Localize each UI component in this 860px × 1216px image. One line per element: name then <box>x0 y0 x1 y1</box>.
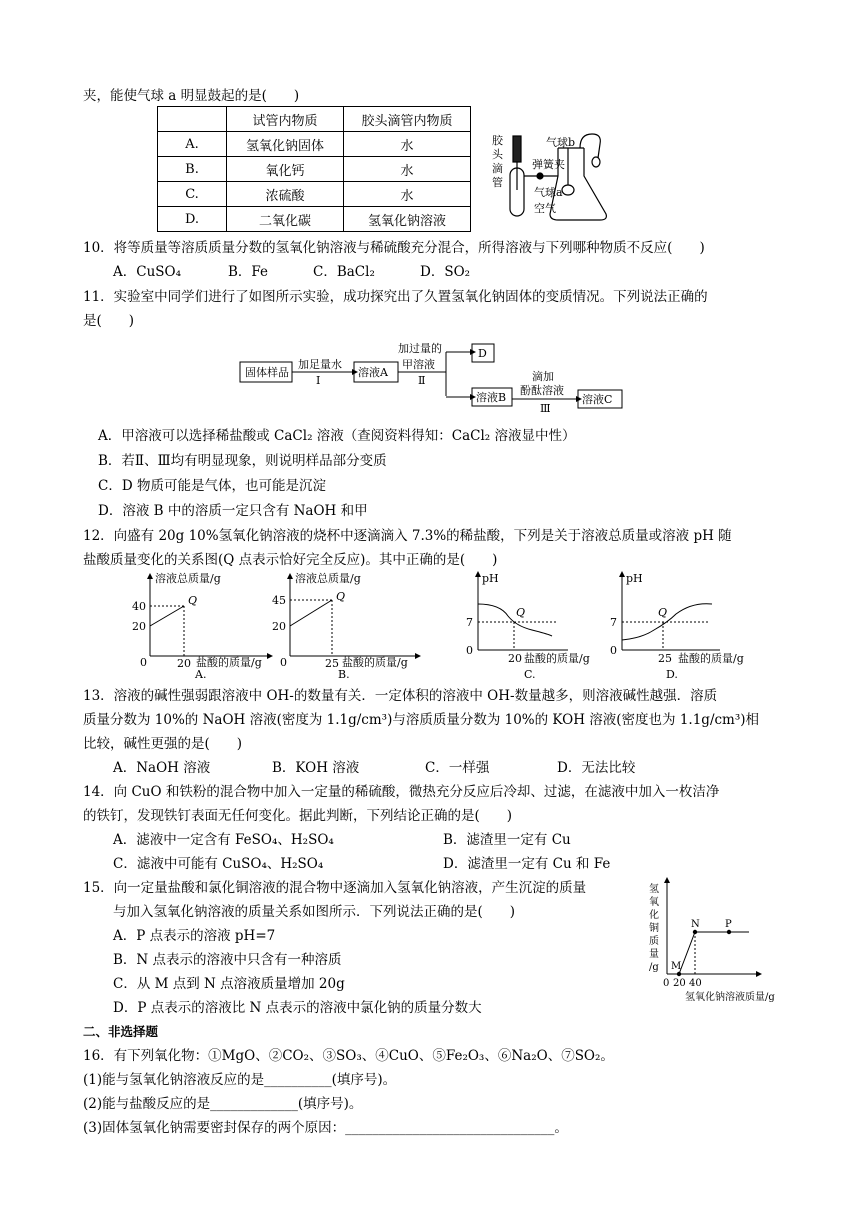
flow-step1-label: 加足量水 <box>298 358 342 371</box>
q16-part3: (3)固体氢氧化钠需要密封保存的两个原因：_______________________________。 <box>83 1120 568 1136</box>
q12-chart-b <box>272 571 418 681</box>
table-row: 试管内物质 胶头滴管内物质 <box>158 107 471 132</box>
svg-text:pH: pH <box>626 572 643 585</box>
svg-text:40: 40 <box>132 600 146 613</box>
q12-stem-line2: 盐酸质量变化的关系图(Q 点表示恰好完全反应)。其中正确的是( ) <box>83 552 498 568</box>
svg-text:溶液总质量/g: 溶液总质量/g <box>155 572 221 585</box>
q15-option-d: D．P 点表示的溶液比 N 点表示的溶液中氯化钠的质量分数大 <box>113 1000 482 1016</box>
q16-part2: (2)能与盐酸反应的是_____________(填序号)。 <box>83 1096 363 1112</box>
svg-text:C.: C. <box>524 668 536 681</box>
q14-option-d: D．滤渣里一定有 Cu 和 Fe <box>443 856 611 872</box>
flow-step3-label1: 滴加 <box>532 370 554 383</box>
flow-solution-b: 溶液B <box>476 391 507 404</box>
svg-text:盐酸的质量/g: 盐酸的质量/g <box>342 656 408 669</box>
flow-step1-num: Ⅰ <box>316 374 321 387</box>
svg-text:盐酸的质量/g: 盐酸的质量/g <box>678 652 744 665</box>
svg-text:0: 0 <box>140 656 147 669</box>
q13-option-a: A．NaOH 溶液 <box>113 760 211 776</box>
figure-label: 胶 <box>492 134 503 147</box>
figure-label: 弹簧夹 <box>532 158 565 171</box>
flow-step3-num: Ⅲ <box>540 402 551 415</box>
svg-text:氧: 氧 <box>649 897 659 908</box>
svg-text:质: 质 <box>649 936 659 947</box>
svg-text:量: 量 <box>649 949 659 960</box>
svg-text:20: 20 <box>177 657 191 670</box>
table-row: A. 氢氧化钠固体 水 <box>158 132 471 157</box>
q11-option-a: A．甲溶液可以选择稀盐酸或 CaCl₂ 溶液（查阅资料得知：CaCl₂ 溶液显中性） <box>98 428 576 444</box>
q10-option-c: C．BaCl₂ <box>313 264 375 280</box>
q12-chart-d <box>610 572 744 681</box>
svg-text:Q: Q <box>516 606 526 619</box>
flow-sample: 固体样品 <box>245 366 289 379</box>
q10-option-b: B．Fe <box>228 264 269 280</box>
q12-chart-c <box>466 572 590 681</box>
figure-label: 滴 <box>492 162 503 175</box>
q12-chart-a <box>132 571 270 681</box>
q16-part1: (1)能与氢氧化钠溶液反应的是__________(填序号)。 <box>83 1072 397 1088</box>
q13-line2: 质量分数为 10%的 NaOH 溶液(密度为 1.1g/cm³)与溶质质量分数为 10%的 KOH 溶液(密度也为 1.1g/cm³)相 <box>83 712 760 728</box>
svg-text:M: M <box>671 961 682 972</box>
svg-text:化: 化 <box>649 910 659 921</box>
q9-table <box>157 106 471 232</box>
svg-text:25: 25 <box>325 657 339 670</box>
svg-text:Q: Q <box>336 590 346 603</box>
q10-option-d: D．SO₂ <box>420 264 471 280</box>
svg-text:20: 20 <box>508 652 522 665</box>
q11-flow-diagram <box>236 340 636 416</box>
svg-text:/g: /g <box>649 962 659 973</box>
flow-step2-label1: 加过量的 <box>398 342 442 355</box>
svg-text:A.: A. <box>195 668 207 681</box>
svg-text:0: 0 <box>466 644 473 657</box>
q14-option-a: A．滤液中一定含有 FeSO₄、H₂SO₄ <box>113 832 334 848</box>
svg-text:铜: 铜 <box>649 923 659 934</box>
svg-text:N: N <box>691 919 700 930</box>
svg-text:氢氧化钠溶液质量/g: 氢氧化钠溶液质量/g <box>685 992 775 1003</box>
q11-stem-line2: 是( ) <box>83 313 135 329</box>
q11-option-d: D．溶液 B 中的溶质一定只含有 NaOH 和甲 <box>98 503 368 519</box>
flow-step2-num: Ⅱ <box>418 374 426 387</box>
q15-chart <box>645 876 785 1006</box>
flow-solution-a: 溶液A <box>358 366 388 379</box>
q10-stem: 10．将等质量等溶质质量分数的氢氧化钠溶液与稀硫酸充分混合，所得溶液与下列哪种物质不反应( ) <box>83 240 705 256</box>
figure-label: 气球b <box>546 136 576 149</box>
flow-solution-c: 溶液C <box>582 393 613 406</box>
table-row: B. 氧化钙 水 <box>158 157 471 182</box>
svg-text:Q: Q <box>188 594 198 607</box>
figure-label: 头 <box>492 148 503 161</box>
svg-text:45: 45 <box>272 594 286 607</box>
flow-d: D <box>478 347 487 360</box>
svg-text:D.: D. <box>666 668 678 681</box>
q11-option-c: C．D 物质可能是气体，也可能是沉淀 <box>98 478 326 494</box>
svg-text:P: P <box>725 919 732 930</box>
section-heading: 二、非选择题 <box>83 1024 159 1039</box>
svg-text:20: 20 <box>673 978 686 989</box>
q14-option-b: B．滤渣里一定有 Cu <box>443 832 571 848</box>
svg-text:0: 0 <box>610 644 617 657</box>
q14-option-c: C．滤液中可能有 CuSO₄、H₂SO₄ <box>113 856 324 872</box>
q15-line1: 15．向一定量盐酸和氯化铜溶液的混合物中逐滴加入氢氧化钠溶液，产生沉淀的质量 <box>83 880 587 896</box>
table-row: D. 二氧化碳 氢氧化钠溶液 <box>158 207 471 232</box>
flow-step3-label2: 酚酞溶液 <box>520 384 564 397</box>
q15-option-b: B．N 点表示的溶液中只含有一种溶质 <box>113 952 342 968</box>
svg-text:7: 7 <box>610 616 617 629</box>
q13-line3: 比较，碱性更强的是( ) <box>83 736 243 752</box>
q12-stem-line1: 12．向盛有 20g 10%氢氧化钠溶液的烧杯中逐滴滴入 7.3%的稀盐酸，下列是关于溶液总质量或溶液 pH 随 <box>83 528 732 544</box>
q9-stem-end: 夹，能使气球 a 明显鼓起的是( ) <box>83 88 300 104</box>
q13-option-b: B．KOH 溶液 <box>272 760 360 776</box>
q11-option-b: B．若Ⅱ、Ⅲ均有明显现象，则说明样品部分变质 <box>98 453 387 469</box>
figure-label: 管 <box>492 176 503 189</box>
q10-option-a: A．CuSO₄ <box>113 264 182 280</box>
q13-option-c: C．一样强 <box>425 760 490 776</box>
svg-text:Q: Q <box>658 606 668 619</box>
svg-text:20: 20 <box>272 620 286 633</box>
q16-stem: 16．有下列氧化物：①MgO、②CO₂、③SO₃、④CuO、⑤Fe₂O₃、⑥Na₂O、⑦SO₂。 <box>83 1048 614 1064</box>
q14-line1: 14．向 CuO 和铁粉的混合物中加入一定量的稀硫酸，微热充分反应后冷却、过滤，在滤液中加入一枚洁净 <box>83 784 720 800</box>
svg-text:溶液总质量/g: 溶液总质量/g <box>295 572 361 585</box>
svg-text:7: 7 <box>466 616 473 629</box>
q14-line2: 的铁钉，发现铁钉表面无任何变化。据此判断，下列结论正确的是( ) <box>83 808 513 824</box>
svg-text:25: 25 <box>658 652 672 665</box>
svg-text:0: 0 <box>280 656 287 669</box>
svg-text:B.: B. <box>338 668 350 681</box>
svg-text:pH: pH <box>482 572 499 585</box>
table-row: C. 浓硫酸 水 <box>158 182 471 207</box>
svg-text:盐酸的质量/g: 盐酸的质量/g <box>524 652 590 665</box>
q13-line1: 13．溶液的碱性强弱跟溶液中 OH-的数量有关．一定体积的溶液中 OH-数量越多，则溶液碱性越强．溶质 <box>83 688 718 704</box>
q15-option-c: C．从 M 点到 N 点溶液质量增加 20g <box>113 976 345 992</box>
q11-stem-line1: 11．实验室中同学们进行了如图所示实验，成功探究出了久置氢氧化钠固体的变质情况。下列说法正确的 <box>83 289 708 305</box>
figure-label: 空气 <box>534 202 556 215</box>
q12-charts <box>120 570 770 682</box>
svg-text:0: 0 <box>663 978 670 989</box>
q9-apparatus-figure <box>488 128 618 228</box>
q15-option-a: A．P 点表示的溶液 pH=7 <box>113 928 276 944</box>
q13-option-d: D．无法比较 <box>557 760 636 776</box>
svg-text:盐酸的质量/g: 盐酸的质量/g <box>196 656 262 669</box>
flow-step2-label2: 甲溶液 <box>402 358 435 371</box>
svg-text:氢: 氢 <box>649 884 659 895</box>
q15-line2: 与加入氢氧化钠溶液的质量关系如图所示．下列说法正确的是( ) <box>113 904 516 920</box>
figure-label: 气球a <box>534 186 563 199</box>
svg-text:20: 20 <box>132 620 146 633</box>
svg-text:40: 40 <box>689 978 702 989</box>
